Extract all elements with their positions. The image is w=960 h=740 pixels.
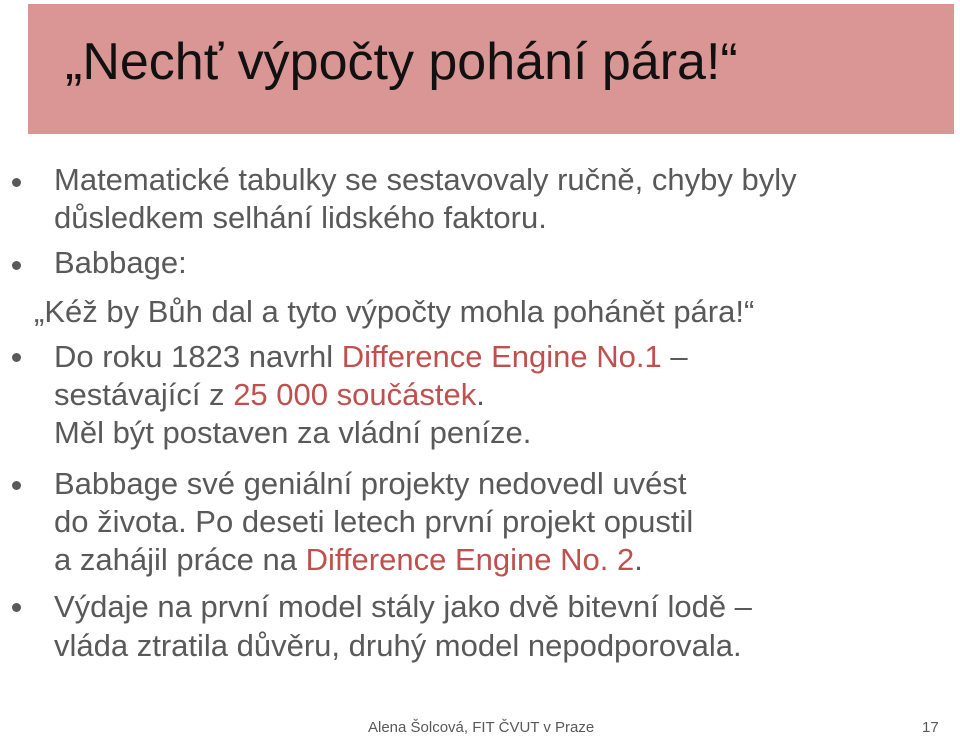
bullet-2-line-1: [54, 244, 187, 282]
bullet-5-line-1: [54, 588, 752, 626]
text-segment: –: [661, 339, 688, 374]
bullet-4-line-1: [54, 465, 687, 503]
bullet-1-line-2: [54, 199, 547, 237]
text-segment: Měl být postaven za vládní peníze.: [54, 415, 532, 450]
text-segment: sestávající z: [54, 377, 234, 412]
bullet-3-line-2: [54, 376, 485, 414]
highlight-text: 25 000 součástek: [233, 377, 477, 412]
bullet-4-line-3: [54, 541, 643, 579]
text-segment: do života. Po deseti letech první projekt opustil: [54, 504, 694, 539]
text-segment: vláda ztratila důvěru, druhý model nepodporovala.: [54, 628, 742, 663]
text-segment: Matematické tabulky se sestavovaly ručně, chyby byly: [54, 162, 797, 197]
footer-author: Alena Šolcová, FIT ČVUT v Praze: [368, 719, 595, 736]
text-segment: Do roku 1823 navrhl: [54, 339, 342, 374]
text-segment: .: [634, 542, 643, 577]
bullet-4-icon: [12, 481, 21, 490]
bullet-5-line-2: [54, 627, 742, 665]
bullet-3-icon: [12, 353, 21, 362]
quote-line: [34, 293, 754, 331]
page-number: 17: [922, 719, 939, 736]
text-segment: a zahájil práce na: [54, 542, 306, 577]
highlight-text: Difference Engine No.1: [341, 339, 662, 374]
bullet-2-icon: [12, 261, 21, 270]
text-segment: Babbage:: [54, 245, 187, 280]
bullet-1-line-1: [54, 161, 797, 199]
highlight-text: Difference Engine No. 2: [305, 542, 635, 577]
text-segment: Babbage své geniální projekty nedovedl uvést: [54, 466, 687, 501]
text-segment: důsledkem selhání lidského faktoru.: [54, 200, 547, 235]
bullet-4-line-2: [54, 503, 693, 541]
text-segment: Výdaje na první model stály jako dvě bitevní lodě –: [54, 589, 752, 624]
quote-text: „Kéž by Bůh dal a tyto výpočty mohla pohánět pára!“: [34, 294, 755, 329]
bullet-1-icon: [12, 178, 21, 187]
text-segment: .: [476, 377, 485, 412]
slide-title: „Nechť výpočty pohání pára!“: [65, 33, 738, 91]
bullet-5-icon: [12, 603, 21, 612]
bullet-3-line-1: [54, 338, 688, 376]
bullet-3-line-3: [54, 414, 531, 452]
